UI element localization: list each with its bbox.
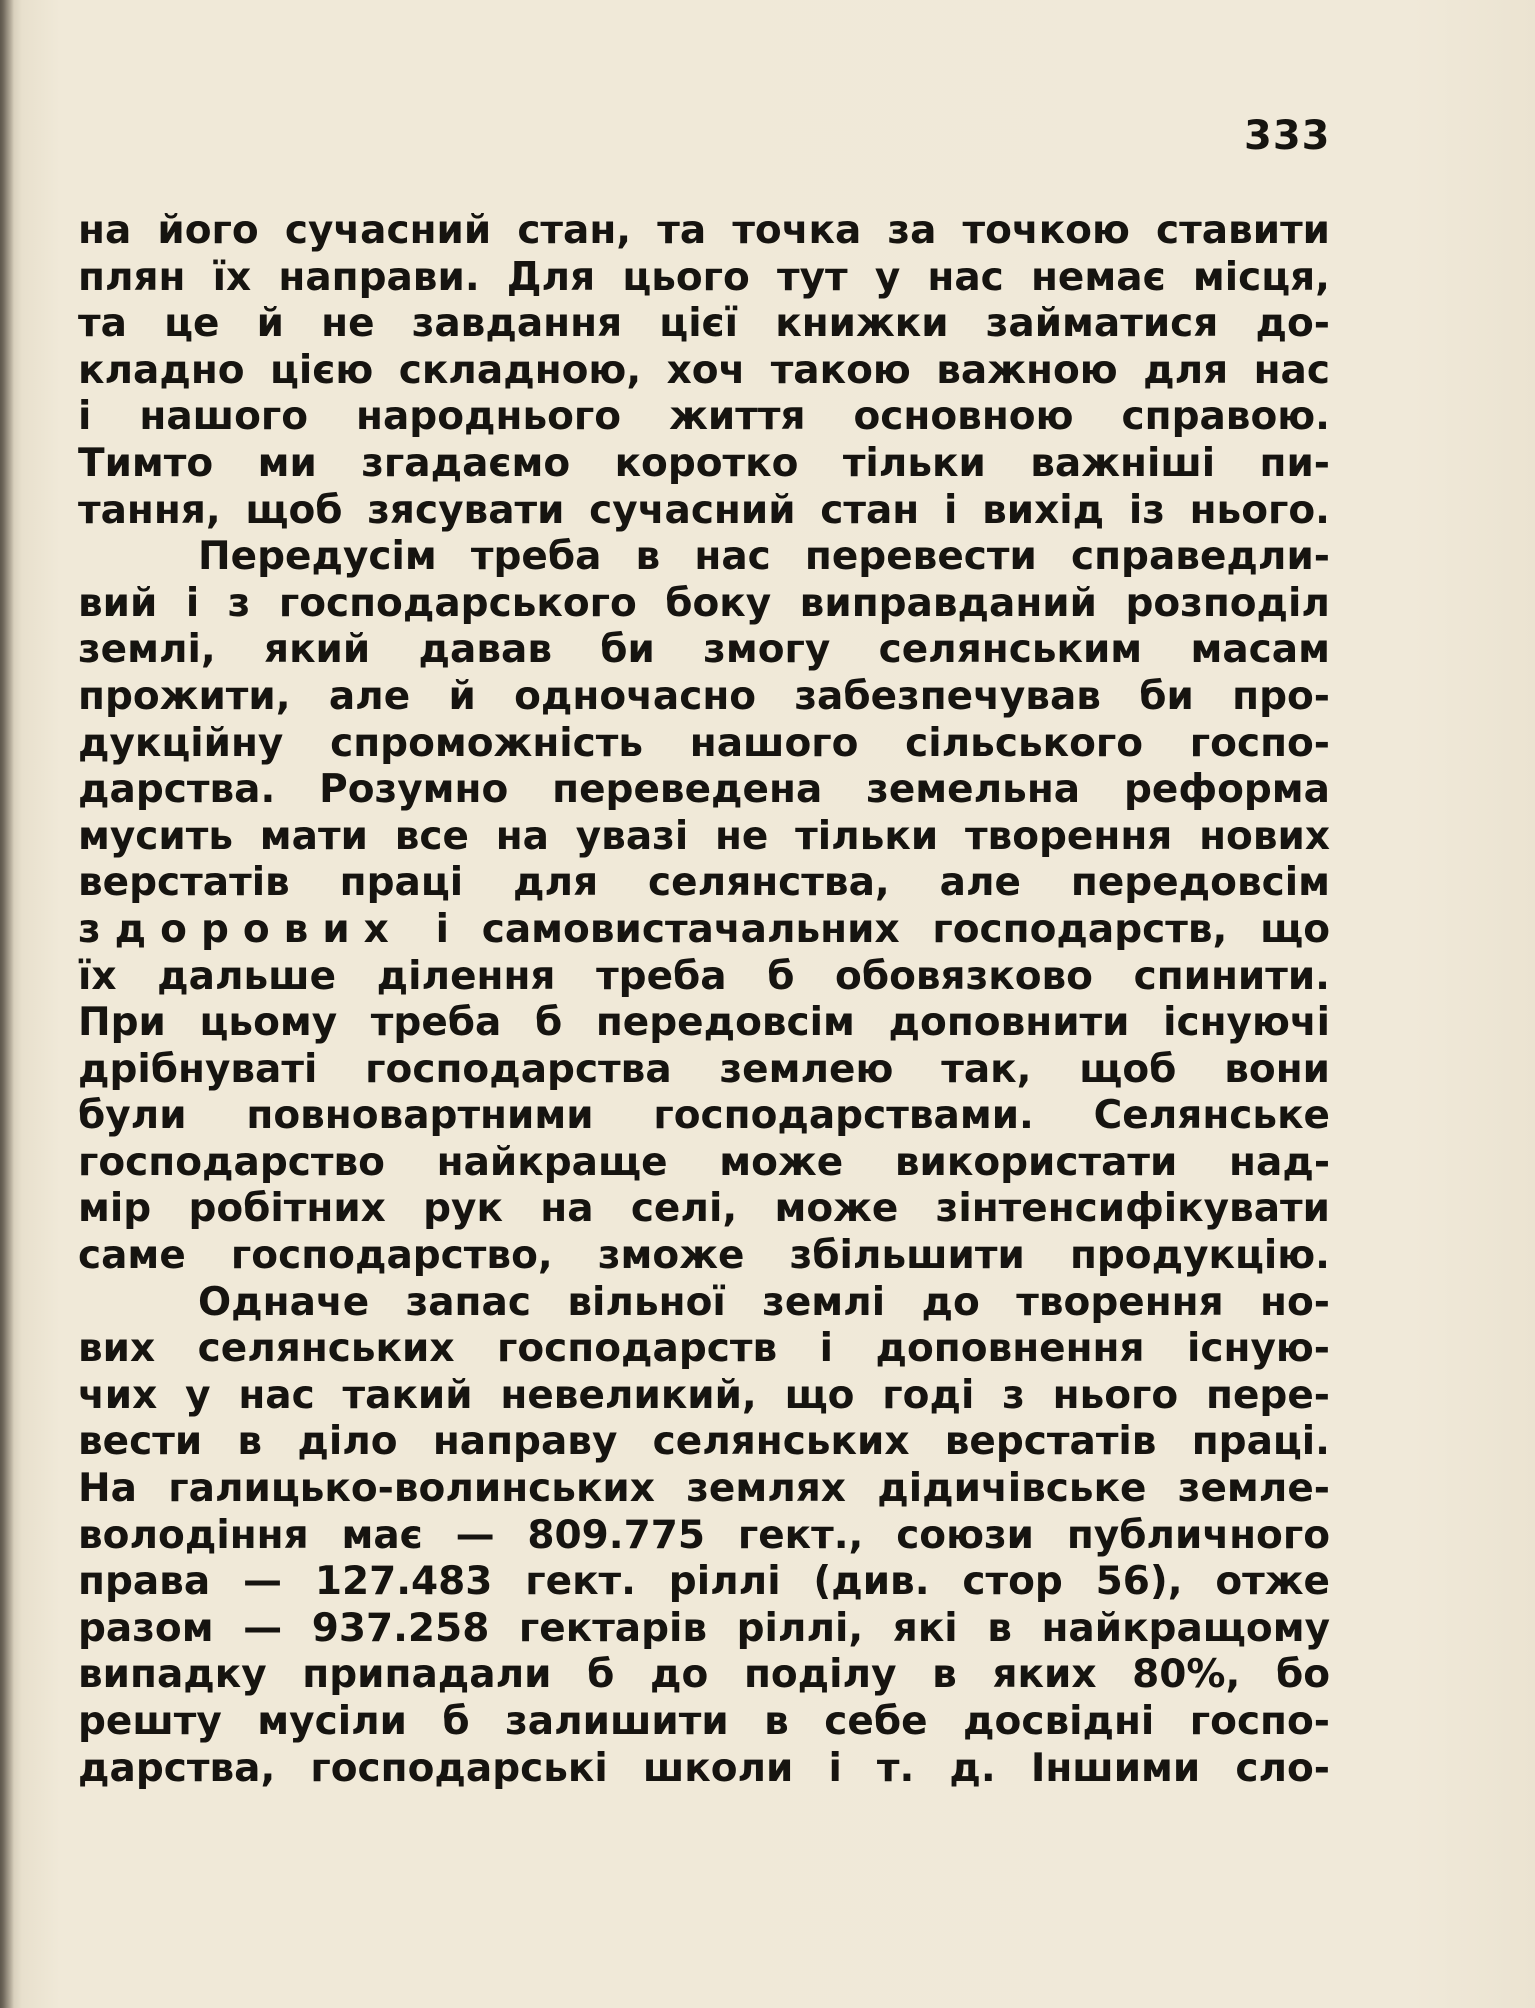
text-line: дукційну спроможність нашого сільського госпо- — [78, 720, 1330, 766]
text-line: мусить мати все на увазі не тільки творення нових — [78, 813, 1330, 859]
text-line: на його сучасний стан, та точка за точкою ставити — [78, 208, 1330, 253]
text-line: дарства, господарські школи і т. д. Іншими сло- — [78, 1745, 1330, 1791]
text-line: вести в діло направу селянських верстатів праці. — [78, 1419, 1330, 1465]
text-line: Тимто ми згадаємо коротко тільки важніші пи- — [78, 440, 1330, 486]
text-line: тання, щоб зясувати сучасний стан і вихід із нього. — [78, 487, 1330, 533]
spine-shadow — [0, 0, 14, 2008]
page-number: 333 — [1244, 113, 1331, 159]
text-line: верстатів праці для селянства, але передовсім — [78, 860, 1330, 906]
text-line: були повновартними господарствами. Селянське — [78, 1093, 1330, 1139]
text-line: їх дальше ділення треба б обовязково спинити. — [78, 953, 1330, 999]
text-line: землі, який давав би змогу селянським масам — [78, 627, 1330, 673]
text-line: вий і з господарського боку виправданий розподіл — [78, 580, 1330, 626]
text-line: володіння має — 809.775 гект., союзи публичного — [78, 1512, 1330, 1558]
paragraph-start-line: Одначе запас вільної землі до творення но- — [198, 1279, 1330, 1325]
text-line: та це й не завдання цієї книжки займатися до- — [78, 301, 1330, 347]
text-line: саме господарство, зможе збільшити продукцію. — [78, 1233, 1330, 1279]
text-line-rest: і самовистачальних господарств, що — [435, 906, 1330, 952]
text-line: випадку припадали б до поділу в яких 80%, бо — [78, 1652, 1330, 1698]
text-line: На галицько-волинських землях дідичівське земле- — [78, 1466, 1330, 1512]
text-line: плян їх направи. Для цього тут у нас немає місця, — [78, 254, 1330, 300]
text-line: дарства. Розумно переведена земельна реформа — [78, 767, 1330, 813]
text-line: і нашого народнього життя основною справою. — [78, 394, 1330, 440]
emphasized-word: здорових — [78, 906, 403, 952]
text-line: решту мусіли б залишити в себе досвідні госпо- — [78, 1699, 1330, 1744]
text-line: вих селянських господарств і доповнення існую- — [78, 1326, 1330, 1372]
text-line: прожити, але й одночасно забезпечував би про- — [78, 673, 1330, 719]
text-line: господарство найкраще може використати над- — [78, 1139, 1330, 1185]
text-line: разом — 937.258 гектарів ріллі, які в найкращому — [78, 1605, 1330, 1651]
text-line: чих у нас такий невеликий, що годі з нього пере- — [78, 1372, 1330, 1418]
body-text — [78, 208, 1330, 1792]
text-line: права — 127.483 гект. ріллі (див. стор 56), отже — [78, 1559, 1330, 1605]
text-line: кладно цією складною, хоч такою важною для нас — [78, 347, 1330, 393]
text-line: При цьому треба б передовсім доповнити існуючі — [78, 1000, 1330, 1046]
text-line: мір робітних рук на селі, може зінтенсифікувати — [78, 1186, 1330, 1232]
text-line — [78, 907, 1330, 954]
text-line: дрібнуваті господарства землею так, щоб вони — [78, 1046, 1330, 1092]
paragraph-start-line: Передусім треба в нас перевести справедли- — [198, 534, 1330, 580]
